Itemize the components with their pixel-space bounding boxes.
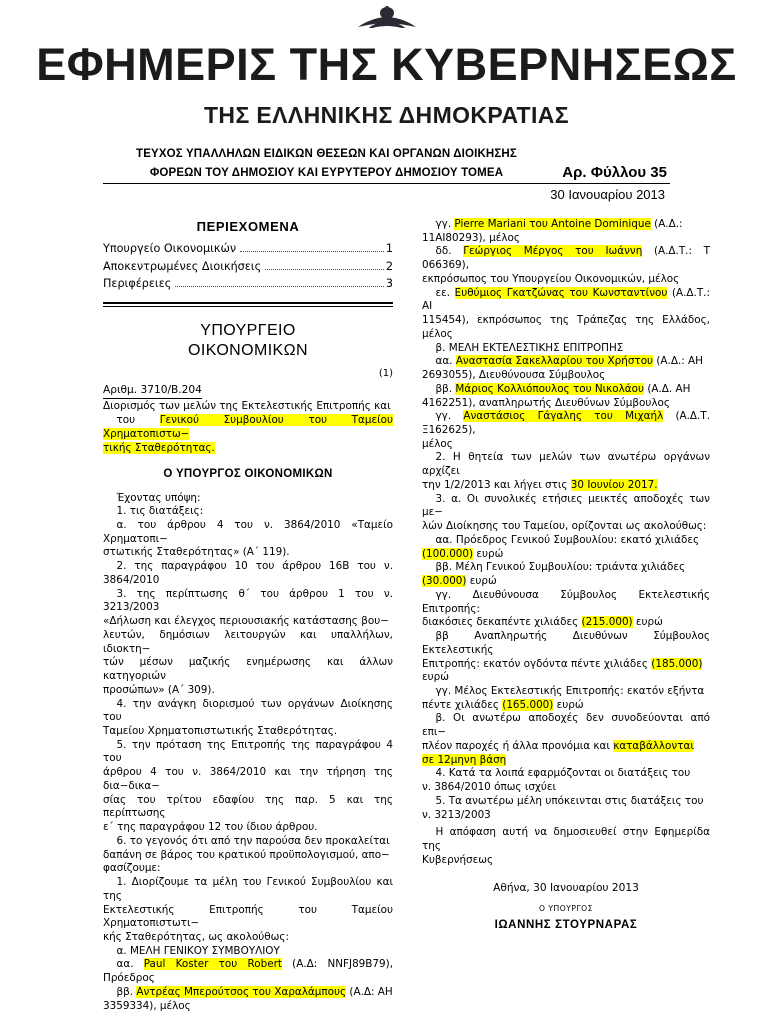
general-council-member-dd bbox=[422, 245, 710, 272]
clause-3b-line-2 bbox=[422, 740, 710, 754]
contents-item-page: 1 bbox=[385, 242, 393, 256]
ministry-heading-line-1: ΥΠΟΥΡΓΕΙΟ bbox=[200, 322, 296, 340]
member-prefix: εε. bbox=[435, 286, 455, 299]
executive-member-aa-cont: 2693055), Διευθύνουσα Σύμβουλος bbox=[422, 369, 606, 382]
greek-republic-emblem-icon bbox=[0, 2, 773, 28]
pay-chairman-amount-line bbox=[422, 548, 710, 562]
pay-currency: ευρώ bbox=[473, 547, 504, 560]
clause-3b-line-1: β. Οι ανωτέρω αποδοχές δεν συνοδεύονται από επι− bbox=[422, 712, 710, 739]
document-number: Αριθμ. 3710/Β.204 bbox=[103, 384, 202, 399]
clause-3b-plain: πλέον παροχές ή άλλα προνόμια και bbox=[422, 739, 614, 752]
gazette-subtitle: ΤΗΣ ΕΛΛΗΝΙΚΗΣ ΔΗΜΟΚΡΑΤΙΑΣ bbox=[203, 101, 570, 128]
issue-info-block bbox=[100, 145, 673, 207]
executive-member-gg-cont: μέλος bbox=[422, 437, 453, 450]
body-line: 1. τις διατάξεις: bbox=[116, 505, 204, 518]
pay-currency: ευρώ bbox=[553, 698, 584, 711]
clause-3-line-1: 3. α. Οι συνολικές ετήσιες μεικτές αποδοχές των με− bbox=[422, 492, 710, 519]
signature-role: Ο ΥΠΟΥΡΓΟΣ bbox=[539, 904, 593, 914]
executive-committee-heading: β. ΜΕΛΗ ΕΚΤΕΛΕΣΤΙΚΗΣ ΕΠΙΤΡΟΠΗΣ bbox=[435, 341, 624, 354]
contents-item-decentralized-administrations[interactable] bbox=[103, 258, 393, 275]
member-details: (Α.Δ.Τ. Ξ162625), bbox=[422, 410, 710, 437]
contents-leader-dots bbox=[265, 262, 384, 270]
pay-exec-member-line-2 bbox=[422, 699, 710, 713]
body-line: Έχοντας υπόψη: bbox=[116, 491, 201, 504]
body-line: προσώπων» (Α΄ 309). bbox=[103, 683, 215, 696]
body-line: «Δήλωση και έλεγχος περιουσιακής κατάστασης βου− bbox=[103, 615, 389, 628]
member-name-highlight: Pierre Mariani του Antoine Dominique bbox=[454, 218, 651, 230]
masthead-divider bbox=[103, 183, 670, 184]
pay-amount-highlight: (165.000) bbox=[502, 698, 554, 711]
section-marker: (1) bbox=[378, 368, 393, 380]
pay-amount-highlight: (215.000) bbox=[581, 616, 633, 629]
body-line: τών μέσων μαζικής ενημέρωσης και άλλων κατηγοριών bbox=[103, 656, 393, 683]
payment-basis-highlight: σε 12μηνη βάση bbox=[422, 753, 507, 766]
body-line: 5. την πρόταση της Επιτροπής της παραγράφου 4 του bbox=[103, 738, 393, 765]
general-council-member-dd-cont: εκπρόσωπος του Υπουργείου Οικονομικών, μέλος bbox=[422, 272, 680, 285]
ministry-heading bbox=[103, 321, 393, 361]
publication-clause-line-2: Κυβερνήσεως bbox=[422, 853, 494, 866]
body-line: λευτών, δημόσιων λειτουργών και υπαλλήλων, ιδιοκτη− bbox=[103, 628, 393, 655]
member-name-highlight: Paul Koster του Robert bbox=[143, 958, 282, 971]
masthead bbox=[0, 0, 773, 207]
contents-item-regions[interactable] bbox=[103, 275, 393, 292]
signature-name: ΙΩΑΝΝΗΣ ΣΤΟΥΡΝΑΡΑΣ bbox=[494, 918, 638, 931]
body-line: φασίζουμε: bbox=[103, 862, 161, 875]
general-council-member-ee-cont: 115454), εκπρόσωπος της Τράπεζας της Ελλάδος, μέλος bbox=[422, 314, 710, 340]
pay-chairman-general-council: αα. Πρόεδρος Γενικού Συμβουλίου: εκατό χιλιάδες bbox=[435, 533, 700, 546]
clause-5-line-1: 5. Τα ανωτέρω μέλη υπόκεινται στις διατάξεις του bbox=[435, 794, 704, 807]
issue-date: 30 Ιανουαρίου 2013 bbox=[550, 186, 665, 202]
payment-basis-highlight: καταβάλλονται bbox=[613, 739, 694, 752]
pay-currency: ευρώ bbox=[466, 575, 497, 588]
pay-deputy-ceo-line-1: ββ Αναπληρωτής Διευθύνων Σύμβουλος Εκτελεστικής bbox=[422, 630, 710, 656]
summary-plain: του bbox=[116, 414, 160, 427]
contents-item-label: Αποκεντρωμένες Διοικήσεις bbox=[103, 259, 262, 273]
decision-summary-line-2 bbox=[103, 414, 393, 441]
pay-amount-highlight: (30.000) bbox=[422, 575, 467, 588]
decision-summary-line-1: Διορισμός των μελών της Εκτελεστικής Επιτροπής και bbox=[103, 400, 391, 413]
body-line: σίας του τρίτου εδαφίου της παρ. 5 και της περίπτωσης bbox=[103, 793, 393, 820]
issue-number: Αρ. Φύλλου 35 bbox=[562, 163, 667, 181]
executive-member-gg bbox=[422, 410, 710, 437]
body-line: άρθρου 4 του ν. 3864/2010 και την τήρηση της δια−δικα− bbox=[103, 766, 393, 792]
executive-member-bb bbox=[422, 383, 710, 397]
contents-list bbox=[103, 240, 393, 292]
summary-highlight: τικής Σταθερότητας. bbox=[103, 441, 215, 454]
body-line: Ταμείου Χρηματοπιστωτικής Σταθερότητας. bbox=[103, 724, 338, 737]
clause-3b-line-3 bbox=[422, 754, 710, 768]
member-name-highlight: Αναστάσιος Γάγαλης του Μιχαήλ bbox=[463, 410, 664, 423]
pay-plain: Επιτροπής: εκατόν ογδόντα πέντε χιλιάδες bbox=[422, 657, 652, 670]
member-prefix: ββ. bbox=[435, 382, 456, 395]
member-prefix: γγ. bbox=[435, 218, 455, 230]
pay-deputy-ceo-line-2 bbox=[422, 658, 710, 672]
member-details: (Α.Δ: ΝΝFJ89B79), Πρόεδρος bbox=[103, 958, 393, 985]
contents-bottom-divider bbox=[103, 302, 393, 307]
contents-item-page: 2 bbox=[385, 259, 393, 273]
pay-deputy-ceo-line-3: ευρώ bbox=[422, 671, 449, 684]
pay-amount-highlight: (185.000) bbox=[651, 657, 703, 670]
executive-member-aa bbox=[422, 355, 710, 369]
general-council-member-aa bbox=[103, 958, 393, 985]
pay-ceo-line-1: γγ. Διευθύνουσα Σύμβουλος Εκτελεστικής Επιτροπής: bbox=[422, 588, 710, 615]
decision-summary-line-3 bbox=[103, 442, 393, 456]
body-line: κής Σταθερότητας, ως ακολούθως: bbox=[103, 931, 289, 943]
pay-currency: ευρώ bbox=[632, 616, 663, 629]
member-name-highlight: Αντρέας Μπερούτσος του Χαραλάμπους bbox=[136, 985, 347, 998]
member-prefix: δδ. bbox=[435, 245, 464, 258]
body-line: δαπάνη σε βάρος του κρατικού προϋπολογισμού, απο− bbox=[103, 848, 390, 861]
body-line: ε΄ της παραγράφου 12 του ίδιου άρθρου. bbox=[103, 821, 318, 834]
issue-series-line-2: ΦΟΡΕΩΝ ΤΟΥ ΔΗΜΟΣΙΟΥ ΚΑΙ ΕΥΡΥΤΕΡΟΥ ΔΗΜΟΣΙΟΥ ΤΟΜΕΑ bbox=[149, 166, 504, 179]
body-line: 1. Διορίζουμε τα μέλη του Γενικού Συμβουλίου και της bbox=[103, 876, 393, 902]
contents-leader-dots bbox=[240, 244, 384, 252]
body-line: Εκτελεστικής Επιτροπής του Ταμείου Χρηματοπιστωτι− bbox=[103, 903, 393, 930]
clause-2-plain: την 1/2/2013 και λήγει στις bbox=[422, 478, 571, 491]
general-council-member-bb bbox=[103, 986, 393, 1000]
body-line: 4. την ανάγκη διορισμού των οργάνων Διοίκησης του bbox=[103, 697, 393, 724]
issue-series-line-1: ΤΕΥΧΟΣ ΥΠΑΛΛΗΛΩΝ ΕΙΔΙΚΩΝ ΘΕΣΕΩΝ ΚΑΙ ΟΡΓΑΝΩΝ ΔΙΟΙΚΗΣΗΣ bbox=[136, 147, 517, 160]
clause-2-line-1: 2. Η θητεία των μελών των ανωτέρω οργάνων αρχίζει bbox=[422, 451, 710, 478]
clause-4-line-2: ν. 3864/2010 όπως ισχύει bbox=[422, 781, 557, 794]
member-name-highlight: Ευθύμιος Γκατζώνας του Κωνσταντίνου bbox=[454, 286, 668, 299]
pay-ceo-line-2 bbox=[422, 616, 710, 630]
signature-place-date: Αθήνα, 30 Ιανουαρίου 2013 bbox=[493, 881, 639, 894]
body-line: 3. της περίπτωσης θ΄ του άρθρου 1 του ν. 3213/2003 bbox=[103, 587, 393, 614]
body-line: στωτικής Σταθερότητας» (Α΄ 119). bbox=[103, 546, 290, 559]
gazette-title: ΕΦΗΜΕΡΙΣ ΤΗΣ ΚΥΒΕΡΝΗΣΕΩΣ bbox=[36, 39, 737, 90]
member-details: (Α.Δ. ΑΗ bbox=[644, 382, 691, 395]
contents-item-ministry-of-finance[interactable] bbox=[103, 240, 393, 257]
right-column bbox=[422, 218, 710, 933]
contents-leader-dots bbox=[175, 279, 384, 287]
executive-member-bb-cont: 4162251), αναπληρωτής Διευθύνων Σύμβουλος bbox=[422, 396, 670, 409]
contents-item-page: 3 bbox=[385, 276, 393, 290]
clause-4-line-1: 4. Κατά τα λοιπά εφαρμόζονται οι διατάξεις του bbox=[435, 767, 691, 780]
general-council-member-ee bbox=[422, 287, 710, 314]
member-name-highlight: Μάριος Κολλιόπουλος του Νικολάου bbox=[455, 382, 645, 395]
minister-heading: Ο ΥΠΟΥΡΓΟΣ ΟΙΚΟΝΟΜΙΚΩΝ bbox=[163, 468, 333, 481]
pay-members-general-council: ββ. Μέλη Γενικού Συμβουλίου: τριάντα χιλιάδες bbox=[435, 561, 686, 574]
general-council-member-bb-cont: 3359334), μέλος bbox=[103, 999, 191, 1012]
member-details: (Α.Δ.: ΑΗ bbox=[653, 355, 703, 368]
member-details: (Α.Δ.: bbox=[650, 218, 683, 230]
member-details: (Α.Δ.Τ.: ΑΙ bbox=[422, 286, 710, 313]
contents-item-label: Περιφέρειες bbox=[103, 276, 172, 290]
term-end-date-highlight: 30 Ιουνίου 2017. bbox=[570, 478, 658, 491]
body-line: 2. της παραγράφου 10 του άρθρου 16Β του ν. 3864/2010 bbox=[103, 560, 393, 586]
member-prefix: γγ. bbox=[435, 410, 464, 423]
document-number-wrap bbox=[103, 384, 393, 400]
member-prefix: ββ. bbox=[116, 985, 137, 998]
member-prefix: αα. bbox=[116, 958, 144, 971]
clause-2-line-2 bbox=[422, 479, 710, 493]
clause-3-line-2: λών Διοίκησης του Ταμείου, ορίζονται ως ακολούθως: bbox=[422, 520, 707, 533]
pay-plain: πέντε χιλιάδες bbox=[422, 698, 503, 711]
summary-highlight: Γενικού Συμβουλίου του Ταμείου Χρηματοπιστω− bbox=[103, 414, 393, 440]
pay-members-amount-line bbox=[422, 575, 710, 589]
ministry-heading-line-2: ΟΙΚΟΝΟΜΙΚΩΝ bbox=[188, 342, 308, 360]
article-columns bbox=[0, 218, 773, 1012]
pay-amount-highlight: (100.000) bbox=[422, 547, 474, 560]
member-name-highlight: Γεώργιος Μέργος του Ιωάννη bbox=[463, 245, 643, 258]
publication-clause-line-1: Η απόφαση αυτή να δημοσιευθεί στην Εφημερίδα της bbox=[422, 826, 710, 853]
body-line-general-council-heading: α. ΜΕΛΗ ΓΕΝΙΚΟΥ ΣΥΜΒΟΥΛΙΟΥ bbox=[116, 944, 280, 957]
contents-item-label: Υπουργείο Οικονομικών bbox=[103, 242, 237, 256]
pay-exec-member-line-1: γγ. Μέλος Εκτελεστικής Επιτροπής: εκατόν εξήντα bbox=[435, 684, 705, 697]
member-details: (Α.Δ: ΑΗ bbox=[346, 985, 393, 998]
pay-plain: διακόσιες δεκαπέντε χιλιάδες bbox=[422, 616, 582, 629]
contents-heading: ΠΕΡΙΕΧΟΜΕΝΑ bbox=[196, 219, 300, 234]
body-line: α. του άρθρου 4 του ν. 3864/2010 «Ταμείο Χρηματοπι− bbox=[103, 518, 393, 545]
member-prefix: αα. bbox=[435, 355, 456, 368]
body-line: 6. το γεγονός ότι από την παρούσα δεν προκαλείται bbox=[116, 834, 390, 847]
left-column bbox=[103, 218, 393, 1013]
member-details: (Α.Δ.Τ.: Τ 066369), bbox=[422, 245, 710, 272]
general-council-member-gg bbox=[422, 218, 710, 232]
member-name-highlight: Αναστασία Σακελλαρίου του Χρήστου bbox=[455, 355, 654, 368]
clause-5-line-2: ν. 3213/2003 bbox=[422, 808, 491, 821]
general-council-member-gg-cont: 11ΑΙ80293), μέλος bbox=[422, 231, 520, 244]
